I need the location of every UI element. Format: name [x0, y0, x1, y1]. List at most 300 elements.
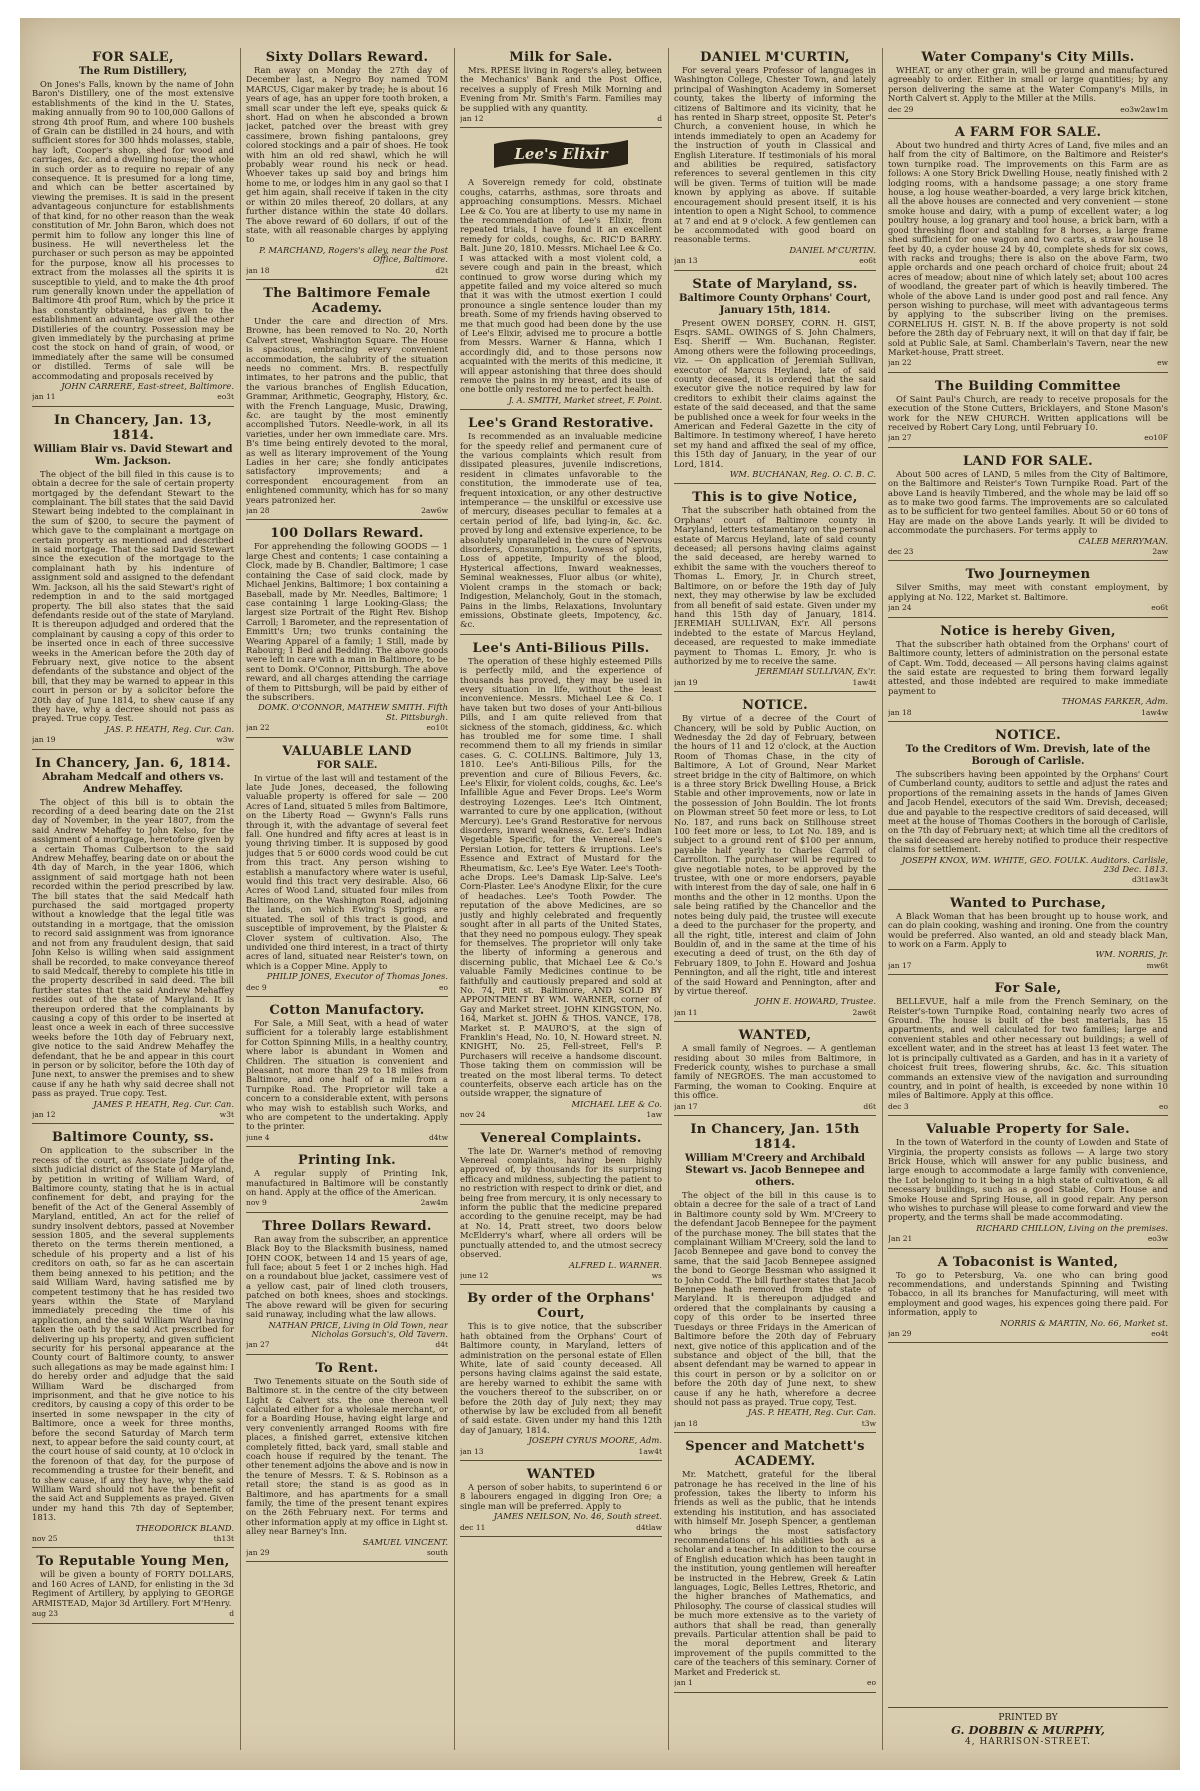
ad-date: dec 11: [460, 1522, 486, 1532]
ad-insertion-code: eo3t: [217, 392, 234, 402]
ad-dateline: [888, 358, 1168, 367]
ad-headline: The Baltimore Female Academy.: [263, 285, 431, 316]
advertisement: [888, 896, 1168, 975]
ad-date: jan 27: [888, 433, 912, 443]
ad-headline: In Chancery, Jan. 15th 1814.: [690, 1122, 860, 1152]
ad-date: june 12: [460, 1270, 489, 1280]
ad-signature: THOMAS FARKER, Adm.: [1061, 696, 1168, 707]
ad-date: jan 28: [246, 506, 270, 516]
ad-dateline: [460, 1271, 662, 1280]
ad-separator: [32, 749, 234, 750]
advertisement: [888, 728, 1168, 890]
ad-dateline: [674, 1102, 876, 1111]
ad-date: jan 22: [888, 358, 912, 368]
ad-date: Jan 21: [888, 1234, 913, 1244]
ad-separator: [246, 279, 448, 280]
ad-separator: [888, 560, 1168, 561]
column-1: [32, 48, 234, 1754]
ad-signature: WM. BUCHANAN, Reg. O. C. B. C.: [729, 469, 876, 480]
ad-headline: This is to give Notice,: [692, 490, 858, 506]
ad-headline: To Rent.: [315, 1360, 379, 1376]
ad-date: jan 22: [246, 723, 270, 733]
advertisement: [460, 1131, 662, 1286]
ad-body: About two hundred and thirty Acres of Land, five miles and an half from the city of Baltimore, on the Baltimore and Reister's town turnpike road. The improvements on this Farm are as follows: A one Story Brick Dwelling House, neatly finished with 2 lodging rooms, with a handsome passage; a one story frame house, a log house weather-boarded, a very large brick kitchen, all the above houses are connected and very convenient — stone smoke house and dairy, with a pump of excellent water; a log poultry house, a log granary and tool house, a brick barn, with a good threshing floor and stabling for 8 horses, a large frame shed sufficient for one wagon and two carts, a straw house 18 feet by 40, a cyder house 24 by 40, complete sheds for six cows, with racks and troughs; there is also on the above Farm, two apple orchards and one peach orchard of choice fruit; about 24 acres of meadow; about nine of which lately set; about 100 acres of woodland, the greater part of which is heavily timbered. The whole of the above Land is under good post and rail fence. Any person wishing to purchase, will meet with advantageous terms by applying to the subscriber living on the premises. CORNELIUS H. GIST. N. B. If the above property is not sold before the 28th day of February next, it will on that day if fair, be sold at Public Sale, at Saml. Chamberlain's Tavern, near the new Market-house, Pratt street.: [888, 140, 1168, 357]
ad-date: jan 12: [32, 1110, 56, 1119]
ad-body: Present OWEN DORSEY, CORN. H. GIST, Esqrs. SAML. OWINGS of S. John Chalmers, Esq. Sheriff — Wm. Buchanan, Register. Among others were the following proceedings, viz. — On application of Jeremiah Sullivan, executor of Marcus Heyland, late of said county deceased, it is ordered that the said executor give the notice required by law for creditors to exhibit their claims against the estate of the said deceased, and that the same be published once a week for four weeks in the American and Federal Gazette in the city of Baltimore. In testimony whereof, I have hereto set my hand and affixed the seal of my office, this 15th day of January, in the year of our Lord, 1814.: [674, 317, 876, 469]
ad-body: BELLEVUE, half a mile from the French Seminary, on the Reister's-town Turnpike Road, containing nearly two acres of Ground. The house is built of the best materials, has 15 appartments, and well calculated for two families; large and convenient stables and other necessary out buildings; a well of excellent water, and in the street has at least 13 feet water. The lot is principally cultivated as a Garden, and has in it a variety of choicest fruit trees, flowering shrubs, &c. &c. This situation commands an extensive view of the navigation and surrounding country, and in point of health, is exceeded by none within 10 miles of Baltimore. Apply at this office.: [888, 996, 1168, 1101]
ad-body: A person of sober habits, to superintend 6 or 8 labourers engaged in digging Iron Ore; a single man will be preferred. Apply to: [460, 1482, 662, 1511]
ad-signature: JAMES NEILSON, No. 46, South street.: [493, 1511, 662, 1522]
ad-dateline: [246, 1198, 448, 1207]
ad-date: jan 24: [888, 603, 912, 613]
ad-insertion-code: 2aw: [1152, 547, 1168, 557]
ad-dateline: [674, 1008, 876, 1017]
ad-separator: [674, 1021, 876, 1022]
ad-subheadline: William M'Creery and Archibald Stewart vs. Jacob Bennepee and others.: [684, 1153, 866, 1188]
ad-dateline: [460, 1447, 662, 1456]
ad-body: On Jones's Falls, known by the name of John Baron's Distillery, one of the most extensive establishments of the kind in the U. States, making annually from 90 to 100,000 Gallons of strong 4th proof Rum, and where 100 bushels of Grain can be distilled in 24 hours, and with sufficient stores for 300 hhds molasses, stable, hay loft, Cooper's shop, shed for wood and carriages, &c. and a dwelling house; the whole in such order as to require no repair of any consequence. It is presumed for a long time, and which can be better ascertained by viewing the premises. It is said in the present advantageous conjuncture for establishments of that kind, for no other reason than the weak constitution of Mr. John Baron, which does not permit him to follow any longer this line of business. He will nevertheless let the purchaser or such person as may be appointed for the purpose, know all his processes to extract from the molasses all the spirits it is susceptible to yield, and to make the 4th proof rum generally known under the appellation of Baltimore 4th proof Rum, which by the price it has constantly obtained, has given to the establishment an advantage over all the other Distilleries of the country. Possession may be given immediately by the purchasing at prime cost the stock on hand of grain, of wood, or immediately after the same will be consumed or distilled. Terms of sale will be accommodating and proposals received by: [32, 79, 234, 381]
ad-signature: JOSEPH KNOX, WM. WHITE, GEO. FOULK. Auditors. Carlisle, 23d Dec. 1813.: [901, 854, 1168, 874]
printer-name: G. DOBBIN & MURPHY,: [951, 1723, 1105, 1737]
ad-insertion-code: th13t: [213, 1534, 234, 1544]
advertisement: [460, 1467, 662, 1537]
ad-dateline: [246, 983, 448, 992]
ad-dateline: [674, 678, 876, 687]
advertisement: [888, 567, 1168, 617]
ad-headline: 100 Dollars Reward.: [270, 526, 424, 542]
ad-subheadline: Baltimore County Orphans' Court, January 15th, 1814.: [678, 292, 872, 316]
ad-headline: By order of the Orphans' Court,: [467, 1291, 655, 1322]
ad-date: jan 1: [674, 1678, 693, 1688]
advertisement: [674, 490, 876, 692]
ad-date: jan 19: [674, 677, 698, 687]
ad-body: The operation of these highly esteemed Pills is perfectly mild, and the experience of thousands has proved, they may be used in every situation in life, without the least inconvenience. Messrs. Michael Lee & Co. I have taken but two doses of your Anti-bilious Pills, and I am quite relieved from that sickness of the stomach, giddiness, &c. which has troubled me for some time. I shall recommend them to all my friends in similar cases. G. C. COLLINS. Baltimore, July 13, 1810. Lee's Anti-Bilious Pills, for the prevention and cure of Bilious Fevers, &c. Lee's Elixir, for violent colds, coughs, &c. Lee's Infallible Ague and Fever Drops. Lee's Worm destroying Lozenges. Lee's Itch Ointment, warranted to cure by one application, (without Mercury). Lee's Grand Restorative for nervous disorders, inward weakness, &c. Lee's Indian Vegetable Specific, for the Venereal. Lee's Persian Lotion, for tetters & irruptions. Lee's Essence and Extract of Mustard for the Rheumatism, &c. Lee's Eye Water. Lee's Tooth-ache Drops. Lee's Damask Lip-Salve. Lee's Corn-Plaster. Lee's Anodyne Elixir, for the cure of headaches. Lee's Tooth Powder. The reputation of the above Medicines, are so justly and highly celebrated and frequently sought after in all parts of the United States, that they need no pompous eulogy. They speak for themselves. The proprietor will only take the liberty of informing a generous and discerning public, that Michael Lee & Co.'s valuable Family Medicines continue to be faithfully and cautiously prepared and sold at No. 74, Pitt st. Baltimore, AND SOLD BY APPOINTMENT BY WM. WARNER, corner of Gay and Market street. JOHN KINGSTON, No. 164, Market st. JOHN & THOS. VANCE, 178, Market st. P. MAURO'S, at the sign of Franklin's Head, No. 10, N. Howard street. N. KNIGHT, No. 25, Fell-street, Fell's P. Purchasers will receive a handsome discount. Those taking them on commission will be treated on the most liberal terms. To detect counterfeits, observe each article has on the outside wrapper, the signature of: [460, 655, 662, 1099]
ad-signature: NATHAN PRICE, Living in Old Town, near Nicholas Gorsuch's, Old Tavern.: [268, 1319, 448, 1339]
ad-separator: [246, 996, 448, 997]
ad-signature: JAS. P. HEATH, Reg. Cur. Can.: [747, 1407, 876, 1418]
ad-signature: JAMES P. HEATH, Reg. Cur. Can.: [93, 1098, 234, 1109]
ad-body: By virtue of a decree of the Court of Chancery, will be sold by Public Auction, on Wednesday the 2d day of February, between the hours of 11 and 12 o'clock, at the Auction Room of Thomas Chase, in the city of Baltimore, A Lot of Ground, Near Market street bridge in the city of Baltimore, on which is a three story Brick Dwelling House, a Brick Stable and other improvements, now or late in the possession of John Bouldin. The lot fronts on Plowman street 50 feet more or less, to Lot No. 187, and runs back on Stillhouse street 100 feet more or less, to Lot No. 189, and is subject to a ground rent of $100 per annum, payable half yearly to Charles Carroll of Carrollton. The purchaser will be required to give negotiable notes, to be approved by the trustee, with one or more endorsers, payable with interest from the day of sale, one half in 6 months and the other in 12 months. Upon the sale being ratified by the Chancellor and the notes being duly paid, the trustee will execute a deed to the purchaser for the property, and all the right, title, interest and claim of John Bouldin of, and in the same at the time of his executing a deed of trust, on the 6th day of February 1809, to John E. Howard and Joshua Pennington, and all the right, title and interest of the said Howard and Pennington, after and by virtue thereof.: [674, 713, 876, 996]
ad-body: That the subscriber hath obtained from the Orphans' court of Baltimore county in Maryland, letters testamentary on the personal estate of Marcus Heyland, late of said county deceased; all persons having claims against the said deceased, are hereby warned to exhibit the same with the vouchers thereof to Thomas L. Emory, Jr. in Church street, Baltimore, on or before the 19th day of July next, they may otherwise by law be excluded from all benefit of said estate. Given under my hand this 15th day of January, 1814. JEREMIAH SULLIVAN, Ex'r. All persons indebted to the estate of Marcus Heyland, deceased, are requested to make immediate payment to Thomas L. Emory, Jr. who is authorized by me to receive the same.: [674, 505, 876, 666]
ad-dateline: [32, 1110, 234, 1119]
ad-dateline: [888, 875, 1168, 884]
ad-dateline: [32, 392, 234, 401]
advertisement: [888, 1255, 1168, 1344]
ad-dateline: [674, 1419, 876, 1428]
ad-dateline: [888, 105, 1168, 114]
ad-dateline: [888, 1234, 1168, 1243]
ad-date: jan 11: [32, 392, 56, 402]
advertisement: [460, 134, 662, 410]
ad-body: Mr. Matchett, grateful for the liberal patronage he has received in the line of his profession, takes the liberty to inform his friends as well as the public, that he intends extending his institution, and has associated with himself Mr. Joseph Spencer, a gentleman who brings the most satisfactory recommendations of his abilities both as a scholar and a teacher. In addition to the course of English education which has been taught in the institution, young gentlemen will hereafter be instructed in the Hebrew, Greek & Latin languages, Logic, Belles Lettres, Rhetoric, and the higher branches of Mathematics, and Philosophy. The course of classical studies will be much more extensive as to the variety of authors that shall be read, than generally prevails. Particular attention shall be paid to the moral deportment and literary improvement of the pupils committed to the care of the teachers of this seminary. Corner of Market and Frederick st.: [674, 1469, 876, 1677]
ad-dateline: [888, 961, 1168, 970]
ad-headline: DANIEL M'CURTIN,: [700, 50, 850, 65]
ad-separator: [888, 1342, 1168, 1343]
ad-insertion-code: eo: [1159, 1101, 1168, 1111]
printer-address: 4, HARRISON-STREET.: [965, 1737, 1091, 1747]
ad-dateline: [246, 1340, 448, 1349]
advertisement: [246, 1361, 448, 1563]
advertisement: [246, 744, 448, 997]
ad-headline: Notice is hereby Given,: [940, 623, 1116, 639]
ad-headline: The Building Committee: [935, 378, 1121, 394]
ad-insertion-code: w3t: [219, 1110, 234, 1119]
ad-dateline: [32, 1609, 234, 1618]
advertisement: [888, 379, 1168, 448]
ad-separator: [246, 737, 448, 738]
ad-signature: ALFRED L. WARNER.: [568, 1259, 662, 1270]
ad-insertion-code: eo3w: [1147, 1234, 1168, 1244]
ad-separator: [246, 519, 448, 520]
ad-body: The subscribers having been appointed by the Orphans' Court of Cumberland county, auditors to settle and adjust the rates and proportions of the remaining assets in the hands of James Given and Jacob Hendel, executors of the said Wm. Drevish, deceased; due and payable to the respective creditors of said deceased, will meet at the house of Thomas Coothers in the borough of Carlisle, on the 7th day of February next; at which time all the creditors of the said deceased are hereby notified to produce their respective claims for settlement.: [888, 768, 1168, 855]
ad-headline: Sixty Dollars Reward.: [265, 50, 429, 65]
ad-subheadline: William Blair vs. David Stewart and Wm. Jackson.: [33, 443, 233, 467]
ad-separator: [674, 483, 876, 484]
ad-dateline: [460, 1110, 662, 1119]
ad-body: Ran away on Monday the 27th day of December last, a Negro Boy named TOM MARCUS, Cigar maker by trade; he is about 16 years of age, has an upper fore tooth broken, a small scar under the left eye, speaks quick & short. Had on when he absconded a brown jacket, patched over the breast with grey cassimere, brown fishing pantaloons, grey colored stockings and a pair of shoes. He took with him an old red shawl, which he will probably wear round his neck or head. Whoever takes up said boy and brings him home to me, or lodges him in any gaol so that I get him again, shall receive if taken in the city or within 20 miles thereof, 20 dollars, at any further distance within the state 40 dollars. The above reward of 60 dollars, if out of the state, with all reasonable charges by applying to: [246, 65, 448, 245]
advertisement: [674, 1028, 876, 1116]
ad-date: june 4: [246, 1132, 270, 1142]
ad-signature: J. A. SMITH, Market street, F. Point.: [508, 394, 662, 405]
ad-separator: [460, 1536, 662, 1537]
ad-separator: [32, 406, 234, 407]
ad-date: jan 17: [674, 1101, 698, 1111]
printer-imprint: [888, 1707, 1168, 1748]
ad-insertion-code: eo10t: [426, 723, 448, 733]
ad-insertion-code: eo6t: [1151, 603, 1168, 613]
ad-separator: [32, 1547, 234, 1548]
ad-headline: Venereal Complaints.: [480, 1130, 642, 1146]
ad-date: jan 17: [888, 960, 912, 970]
ad-body: Is recommended as an invaluable medicine for the speedy relief and permanent cure of the various complaints which result from dissipated pleasures, juvenile indiscretions, resident in climates unfavorable to the constitution, the immoderate use of tea, frequent intoxication, or any other destructive intemperance — the unskilful or excessive use of mercury, diseases peculiar to females at a certain period of life, bad lying-in, &c. &c. proved by long and extensive experience, to be absolutely unparalleled in the cure of Nervous disorders, Consumptions, Lowness of spirits, Loss of appetite, Impurity of the blood, Hysterical affections, Inward weaknesses, Seminal weaknesses, Fluor albus (or white), Violent cramps in the stomach or back; Indigestion, Melancholy, Gout in the stomach, Pains in the limbs, Relaxations, Involuntary emissions, Obstinate gleets, Impotency, &c. &c.: [460, 431, 662, 630]
column-4: [674, 48, 876, 1754]
ad-separator: [888, 447, 1168, 448]
ad-date: jan 13: [460, 1446, 484, 1456]
lees-elixir-banner: [486, 134, 636, 174]
ad-separator: [246, 1354, 448, 1355]
ad-dateline: [32, 735, 234, 744]
ad-separator: [674, 1692, 876, 1693]
advertisement: [32, 756, 234, 1125]
ad-insertion-code: 2aw6w: [421, 506, 448, 516]
ad-signature: JEREMIAH SULLIVAN, Ex'r.: [756, 666, 876, 677]
ad-date: jan 13: [674, 256, 698, 266]
ad-insertion-code: d: [229, 1609, 234, 1619]
ad-signature: RICHARD CHILLON, Living on the premises.: [976, 1222, 1168, 1233]
ad-signature: JOHN E. HOWARD, Trustee.: [755, 996, 876, 1007]
ad-separator: [674, 1432, 876, 1433]
ad-dateline: [888, 603, 1168, 612]
ad-insertion-code: 1aw4w: [1141, 707, 1168, 717]
advertisement: [888, 50, 1168, 119]
ad-body: In the town of Waterford in the county of Lowden and State of Virginia, the property consists as follows — A large two story Brick House, which will answer for any public business, and large enough to accommodate a large family with convenience, the Lot belonging to it being in a high state of cultivation, & all necessary buildings, such as a good Stable, Corn House and Smoke House and Spring House, all in good repair. Any person who wishes to purchase will please to come forward and view the property, and the terms shall be made accommodating.: [888, 1137, 1168, 1223]
ad-headline: Printing Ink.: [298, 1153, 396, 1169]
ad-insertion-code: w3w: [216, 735, 234, 745]
ad-signature: WM. NORRIS, Jr.: [1095, 949, 1168, 960]
ad-headline: WANTED: [526, 1467, 596, 1482]
ad-separator: [246, 1146, 448, 1147]
ad-insertion-code: eo4t: [1151, 1329, 1168, 1339]
ad-headline: NOTICE.: [995, 727, 1061, 743]
ad-body: On application to the subscriber in the recess of the court, as Associate Judge of the sixth judicial district of the State of Maryland, by petition in writing of William Ward, of Baltimore county, stating that he is in actual confinement for debt, and praying for the benefit of the Act of the General Assembly of Maryland, entitled, An act for the relief of sundry insolvent debtors, passed at November session 1805, and the several supplements thereto on the terms therein mentioned, a schedule of his property and a list of his creditors on oath, so far as he can ascertain them being annexed to his petition; and the said William Ward, having satisfied me by competent testimony that he has resided two years within the State of Maryland immediately preceding the time of his application, and the said William Ward having taken the oath by the said Act prescribed for delivering up his property, and given sufficient security for his personal appearance at the County court of Baltimore county, to answer such allegations as may be made against him: I do hereby order and adjudge that the said William Ward be discharged from imprisonment, and that he give notice to his creditors, by causing a copy of this order to be inserted in some newspaper in the city of Baltimore, once a week for three months, before the second Saturday of March term next, to appear before the said county court, at the court house of said county, at 10 o'clock in the forenoon of that day, for the purpose of recommending a trustee for their benefit, and to shew cause, if any they have, why the said William Ward should not have the benefit of the said Act and Supplements as prayed. Given under my hand this 7th day of September, 1813.: [32, 1145, 234, 1523]
ad-headline: LAND FOR SALE.: [962, 453, 1094, 469]
ad-date: jan 29: [246, 1548, 270, 1558]
ad-headline: Spencer and Matchett's ACADEMY.: [685, 1439, 865, 1470]
ad-dateline: [246, 1133, 448, 1142]
ad-signature: NORRIS & MARTIN, No. 66, Market st.: [1000, 1317, 1168, 1328]
ad-date: dec 9: [246, 982, 267, 992]
ad-separator: [460, 1124, 662, 1125]
ad-body: Under the care and direction of Mrs. Browne, has been removed to No. 20, North Calvert street, Washington Square. The House is spacious, embracing every convenient accommodation, the salubrity of the situation needs no comment. Mrs. B. respectfully intimates, to her patrons and the public, that the various branches of English Education, Grammar, Arithmetic, Geography, History, &c. with the French Language, Music, Drawing, &c. are taught by the most eminently accomplished Tutors. Needle-work, in all its varieties, under her own immediate care. Mrs. B's time being entirely devoted to the moral, as well as literary improvement of the Young Ladies in her care; she fondly anticipates satisfactory improvements; and a correspondent encouragement from an enlightened community, which has for so many years patronized her.: [246, 315, 448, 505]
ad-body: The object of the bill in this cause is to obtain a decree for the sale of a tract of Land in Baltimore county sold by Wm. M'Creery to the defendant Jacob Bennepee for the payment of the purchase money. The bill states that the complainant William M'Creery, sold the land to Jacob Bennepee and gave bond to convey the same, that the said Jacob Bennepee assigned the bond to George Bessman who assigned it to John Codd. The bill further states that Jacob Bennepee hath removed from the state of Maryland. It is thereupon adjudged and ordered that the complainants by causing a copy of this order to be inserted three Tuesdays or three Fridays in the American of Baltimore before the 20th day of February next, give notice of this application and of the substance and object of the bill, that the absent defendant may be warned to appear in this court in person or by a solicitor on or before the 20th day of June next, to shew cause if any he hath, wherefore a decree should not pass as prayed. True copy, Test.: [674, 1190, 876, 1407]
advertisement: [460, 641, 662, 1125]
ad-date: jan 29: [888, 1329, 912, 1339]
ad-insertion-code: d4tlaw: [636, 1522, 662, 1532]
ad-signature: JOSEPH CYRUS MOORE, Adm.: [528, 1435, 662, 1446]
ad-insertion-code: d: [657, 114, 662, 124]
ad-separator: [674, 1115, 876, 1116]
ad-body: will be given a bounty of FORTY DOLLARS, and 160 Acres of LAND, for enlisting in the 3d Regiment of Artillery, by applying to GEORGE ARMISTEAD, Major 3d Artillery. Fort M'Henry.: [32, 1569, 234, 1608]
ad-separator: [460, 634, 662, 635]
column-rule: [882, 48, 883, 1750]
ad-body: Ran away from the subscriber, an apprentice Black Boy to the Blacksmith business, named JOHN COOK, between 14 and 15 years of age, full face; about 5 feet 1 or 2 inches high. Had on a roundabout blue jacket, cassimere vest of a yellow cast, pair of lined cloth trousers, patched on both knees, shoes and stockings. The above reward will be given for securing said runaway, including what the law allows.: [246, 1233, 448, 1320]
ad-headline: WANTED,: [738, 1028, 812, 1044]
ad-body: Mrs. RPESE living in Rogers's alley, between the Mechanics' Bank and the Post Office, receives a supply of Fresh Milk Morning and Evening from Mr. Smith's Farm. Families may be supplied with any quantity.: [460, 65, 662, 113]
advertisement: [246, 50, 448, 280]
ad-insertion-code: eo6t: [859, 256, 876, 266]
ad-headline: Lee's Anti-Bilious Pills.: [472, 640, 650, 656]
ad-body: About 500 acres of LAND, 5 miles from the City of Baltimore, on the Baltimore and Reister's Town Turnpike Road. Part of the above Land is heavily Timbered, and the whole may be laid off so as to make two good farms. The improvements are so calculated as to be sufficient for two genteel families. About 50 or 60 tons of Hay are made on the above Lands yearly. It will be divided to accommodate the purchasers. For terms apply to: [888, 468, 1168, 536]
ad-insertion-code: d3t1aw3t: [1131, 875, 1168, 885]
ad-dateline: [888, 547, 1168, 556]
advertisement: [246, 1153, 448, 1213]
ad-date: jan 18: [674, 1418, 698, 1428]
ad-body: In virtue of the last will and testament of the late Jude Jones, deceased, the following valuable property is offered for sale — 200 Acres of Land, situated 5 miles from Baltimore, on the Liberty Road — Gwynn's Falls runs through it, with the advantage of several feet fall. One hundred and fifty acres at least is in young thriving timber. It is supposed by good judges that 5 or 6000 cords wood could be cut from this tract. Any person wishing to establish a manufactory where water is useful, would find this tract very desirable. Also, 66 Acres of Wood Land, situated four miles from Baltimore, on the Washington Road, adjoining the lands, on which Ewing's Springs are situated. The soil of this tract is good, and susceptible of improvement, by the Plaister & Clover system of cultivation. Also, The undivided one third interest, in a tract of thirty acres of land, situated near Reister's town, on which is a Copper Mine. Apply to: [246, 772, 448, 971]
ad-separator: [888, 372, 1168, 373]
ad-date: jan 11: [674, 1007, 698, 1017]
column-rule: [668, 48, 669, 1750]
advertisement: [32, 1554, 234, 1623]
ad-body: The object of the bill filed in this cause is to obtain a decree for the sale of certain property mortgaged by the defendant Stewart to the complainant. The bill states that the said David Stewart being indebted to the complainant in the sum of $200, to secure the payment of which gave to the complainant a mortgage on certain property as mentioned and described in said mortgage. That the said David Stewart since the execution of the mortgage to the complainant hath by his indenture of assignment sold and assigned to the defendant Wm. Jackson, all his the said Stewart's right of redemption in and to the said mortgaged property. The bill also states that the said defendants reside out of the state of Maryland. It is thereupon adjudged and ordered that the complainant by causing a copy of this order to be inserted once in each of three successive weeks in the American before the 20th day of February next, give notice to the absent defendants of the substance and object of the bill, that they may be warned to appear in this court in person or by a solicitor before the 20th day of June 1814, to shew cause if any they have, why a decree should not pass as prayed. True copy. Test.: [32, 468, 234, 724]
ad-separator: [888, 1248, 1168, 1249]
ad-headline: A FARM FOR SALE.: [954, 125, 1102, 141]
ad-date: jan 18: [246, 265, 270, 275]
ad-dateline: [888, 708, 1168, 717]
ad-insertion-code: d4t: [435, 1340, 448, 1350]
ad-dateline: [460, 114, 662, 123]
ad-date: nov 25: [32, 1534, 58, 1544]
ad-insertion-code: eo3w2aw1m: [1120, 104, 1168, 114]
ad-dateline: [674, 256, 876, 265]
ad-headline: Two Journeymen: [965, 567, 1091, 583]
ad-insertion-code: eo: [867, 1678, 876, 1688]
advertisement: [246, 1219, 448, 1355]
ad-body: Silver Smiths, may meet with constant employment, by applying at No. 122, Market st. Baltimore.: [888, 582, 1168, 602]
advertisement: [32, 50, 234, 407]
advertisement: [674, 698, 876, 1022]
ad-body: That the subscriber hath obtained from the Orphans' court of Baltimore county, letters of administration on the personal estate of Capt. Wm. Todd, deceased — All persons having claims against the said estate are requested to bring them forward legally attested, and those indebted are required to make immediate payment to: [888, 638, 1168, 696]
ad-headline: Water Company's City Mills.: [921, 50, 1135, 65]
ad-headline: Wanted to Purchase,: [949, 895, 1107, 911]
ad-separator: [888, 721, 1168, 722]
ad-headline: FOR SALE,: [92, 50, 174, 65]
ad-dateline: [246, 723, 448, 732]
advertisement: [888, 624, 1168, 722]
advertisement: [674, 50, 876, 271]
ad-insertion-code: 2aw6t: [852, 1007, 876, 1017]
ad-insertion-code: t3w: [861, 1418, 876, 1428]
ad-separator: [460, 409, 662, 410]
ad-headline: Milk for Sale.: [509, 50, 613, 65]
ad-signature: DOMK. O'CONNOR, MATHEW SMITH. Fifth St. Pittsburgh.: [258, 702, 448, 722]
advertisement: [460, 416, 662, 635]
ad-body: The object of this bill is to obtain the recording of a deed bearing date on the 21st day of November, in the year 1807, from the said Andrew Mehaffey to John Kelso, for the assignment of a mortgage, heretofore given by a certain Thomas Culbertson to the said Andrew Mehaffey, bearing date on or about the 4th day of March, in the year 1806, which assignment of said mortgage hath not been recorded within the period prescribed by law. The bill states that the said Medcalf hath purchased the said mortgaged property without a knowledge that the legal title was outstanding in a mortgage, that the omission to record said assignment was from ignorance and not from any fraudulent design, that said John Kelso is willing when said assignment shall be recorded, to make conveyance thereof to said Medcalf, thereby to complete his title in the property described in said deed. The bill further states that the said Andrew Mehaffey resides out of the state of Maryland. It is thereupon ordered that the complainants by causing a copy of this order to be inserted at least once a week in each of three successive weeks before the 10th day of February next, give notice to the said Andrew Mehaffey the defendant, that he be and appear in this court in person or by solicitor, before the 10th day of June next, to answer the premises and to shew cause if any he hath why said decree shall not pass as prayed. True copy. Test.: [32, 796, 234, 1099]
ad-insertion-code: d4tw: [428, 1132, 448, 1142]
ad-body: This is to give notice, that the subscriber hath obtained from the Orphans' Court of Baltimore county, in Maryland, letters of administration on the personal estate of Ellen White, late of said county deceased. All persons having claims against the said estate, are hereby warned to exhibit the same with the vouchers thereof to the subscriber, on or before the 20th day of July next; they may otherwise by law be excluded from all benefit of said estate. Given under my hand this 12th day of January, 1814.: [460, 1321, 662, 1435]
ad-separator: [32, 1623, 234, 1624]
advertisement: [888, 125, 1168, 373]
ad-body: To go to Petersburg, Va. one who can bring good recommendations, and understands Spinning and Twisting Tobacco, in all its branches for Manufacturing, will meet with employment and good wages, his expences going there paid. For information, apply to: [888, 1269, 1168, 1318]
ad-headline: In Chancery, Jan. 6, 1814.: [35, 755, 231, 771]
column-2: [246, 48, 448, 1754]
ad-signature: JAS. P. HEATH, Reg. Cur. Can.: [105, 723, 234, 734]
advertisement: [674, 1122, 876, 1433]
advertisement: [674, 277, 876, 485]
ad-date: jan 18: [888, 707, 912, 717]
ad-insertion-code: eo: [439, 982, 448, 992]
ad-headline: State of Maryland, ss.: [692, 276, 858, 292]
ad-separator: [674, 691, 876, 692]
column-5: [888, 48, 1168, 1650]
column-rule: [454, 48, 455, 1750]
ad-dateline: [32, 1534, 234, 1543]
ad-body: For several years Professor of languages in Washington College, Chester Town, and lately principal of Washington Academy in Somerset county, takes the liberty of informing the citizens of Baltimore and its vicinity, that he has rented in Sharp street, opposite St. Peter's Church, a convenient house, in which he intends immediately to open an Academy for the instruction of youth in Classical and English Literature. If testimonials of his moral and abilities be required, satisfactory references to several gentlemen in this city will be given. Terms of tuition will be made known by applying as above. If suitable encouragement should present itself, it is his intention to open a Night School, to commence at 7 and end at 9 o'clock. A few gentlemen can be accommodated with good board on reasonable terms.: [674, 65, 876, 245]
ad-headline: Valuable Property for Sale.: [926, 1122, 1130, 1138]
ad-subheadline: Abraham Medcalf and others vs. Andrew Mehaffey.: [42, 771, 224, 795]
advertisement: [32, 413, 234, 750]
ad-insertion-code: south: [426, 1548, 448, 1558]
ad-separator: [888, 889, 1168, 890]
ad-dateline: [246, 506, 448, 515]
ad-separator: [674, 270, 876, 271]
ad-headline: For Sale,: [994, 981, 1062, 997]
ad-headline: Cotton Manufactory.: [269, 1002, 425, 1018]
ad-insertion-code: 2aw4m: [420, 1198, 448, 1208]
ad-insertion-code: eo10F: [1144, 433, 1168, 443]
ad-headline: Three Dollars Reward.: [262, 1218, 432, 1234]
ad-dateline: [888, 1329, 1168, 1338]
ad-signature: DANIEL M'CURTIN.: [789, 244, 876, 255]
ad-signature: JOHN CARRERE, East-street, Baltimore.: [61, 381, 234, 391]
newspaper-page: [20, 18, 1180, 1770]
column-3: [460, 48, 662, 1754]
ad-body: WHEAT, or any other grain, will be ground and manufactured agreeably to order. Either in small or large quantities; by any person delivering the same at the Water Company's Mills, in North Calvert st. Apply to the Miller at the Mills.: [888, 65, 1168, 104]
advertisement: [460, 50, 662, 128]
ad-separator: [888, 1115, 1168, 1116]
ad-subheadline: FOR SALE.: [316, 759, 378, 771]
advertisement: [246, 526, 448, 737]
ad-dateline: [888, 1102, 1168, 1111]
advertisement: [246, 1003, 448, 1147]
ad-date: dec 3: [888, 1101, 909, 1111]
advertisement: [460, 1291, 662, 1461]
advertisement: [888, 981, 1168, 1116]
ad-dateline: [460, 1523, 662, 1532]
ad-separator: [460, 1460, 662, 1461]
advertisement: [888, 1122, 1168, 1248]
ad-insertion-code: mw6t: [1146, 960, 1168, 970]
ad-date: jan 27: [246, 1340, 270, 1350]
ad-headline: Lee's Grand Restorative.: [468, 416, 654, 432]
ad-dateline: [246, 266, 448, 275]
ad-separator: [888, 118, 1168, 119]
ad-body: A regular supply of Printing Ink, manufactured in Baltimore will be constantly on hand. Apply at the office of the American.: [246, 1168, 448, 1198]
advertisement: [32, 1130, 234, 1548]
ad-separator: [246, 1561, 448, 1562]
ad-date: nov 24: [460, 1110, 486, 1120]
ad-separator: [460, 1284, 662, 1285]
ad-body: A small family of Negroes. — A gentleman residing about 30 miles from Baltimore, in Frederick county, wishes to purchase a small family of NEGROES. The man accustomed to Farming, the woman to Cooking. Enquire at this office.: [674, 1043, 876, 1101]
ad-subheadline: The Rum Distillery,: [78, 66, 188, 77]
column-rule: [240, 48, 241, 1750]
ad-headline: To Reputable Young Men,: [36, 1554, 230, 1570]
advertisement: [888, 454, 1168, 562]
ad-body: A Sovereign remedy for cold, obstinate coughs, catarrhs, asthmas, sore throats and approaching consumptions. Messrs. Michael Lee & Co. You are at liberty to use my name in the recommendation of Lee's Elixir, from repeated trials, I have found it an excellent remedy for colds, coughs, &c. RIC'D BARRY. Balt. June 20, 1810. Messrs. Michael Lee & Co. I was attacked with a most violent cold, a severe cough and pain in the breast, which continued to grow worse during which my appetite failed and my voice altered so much that it was with the utmost exertion I could pronounce a single sentence louder than my breath. Some of my friends having observed to me that much good had been done by the use of Lee's Elixir, advised me to procure a bottle from Messrs. Warner & Hanna, which I accordingly did, and to those persons now acquainted with the merits of this medicine, it will appear astonishing that three does should remove the pains in my breast, and its use of one bottle only restored me to perfect health.: [460, 177, 662, 395]
ad-subheadline: To the Creditors of Wm. Drevish, late of the Borough of Carlisle.: [905, 743, 1151, 767]
ad-separator: [32, 1123, 234, 1124]
ad-date: aug 23: [32, 1609, 59, 1619]
ad-dateline: [674, 1678, 876, 1687]
ad-headline: VALUABLE LAND: [282, 743, 412, 759]
ad-insertion-code: ew: [1157, 358, 1168, 368]
advertisement: [246, 286, 448, 521]
ad-date: jan 19: [32, 735, 56, 745]
ad-headline: Baltimore County, ss.: [51, 1130, 215, 1146]
ad-insertion-code: 1aw4t: [852, 677, 876, 687]
ad-body: Of Saint Paul's Church, are ready to receive proposals for the execution of the Stone Cutters, Bricklayers, and Stone Mason's work for the NEW CHURCH. Written applications will be received by Robert Cary Long, until February 10.: [888, 393, 1168, 432]
ad-signature: THEODORICK BLAND.: [135, 1522, 234, 1533]
ad-body: Two Tenements situate on the South side of Baltimore st. in the centre of the city between Light & Calvert sts. the one thereon well calculated either for a wholesale merchant, or for a Boarding House, having eight large and very conveniently arranged Rooms with fire places, a finished garret, extensive kitchen completely fitted, back yard, small stable and coach house if required by the tenant. The other tenement adjoins the above and is now in the tenure of Messrs. T. & S. Robinson as a retail store; the stand is as good as in Baltimore, and has apartments for a small family, the time of the present tenant expires on the 26th February next. For terms and other information apply at my office in Light st. alley near Barney's Inn.: [246, 1375, 448, 1537]
ad-date: nov 9: [246, 1198, 267, 1208]
ad-signature: PHILIP JONES, Executor of Thomas Jones.: [266, 971, 448, 982]
elixir-label: Lee's Elixir: [514, 145, 608, 164]
ad-dateline: [246, 1548, 448, 1557]
printer-line1: PRINTED BY: [998, 1713, 1058, 1723]
ad-signature: MICHAEL LEE & Co.: [571, 1098, 662, 1109]
ad-body: For Sale, a Mill Seat, with a head of water sufficient for a tolerably large establishment for Cotton Spinning Mills, in a healthy country, where labor is abundant in Women and Children. The situation is convenient and pleasant, not more than 29 to 18 miles from Baltimore, and one half of a mile from a Turnpike Road. The Proprietor will take a concern to a considerable extent, with persons who may wish to establish such Works, and who are competent to the undertaking. Apply to the printer.: [246, 1017, 448, 1132]
ad-separator: [888, 617, 1168, 618]
ad-signature: SAMUEL VINCENT.: [362, 1536, 448, 1547]
ad-separator: [460, 127, 662, 128]
ad-dateline: [888, 433, 1168, 442]
ad-signature: CALEB MERRYMAN.: [1078, 535, 1168, 546]
ad-headline: In Chancery, Jan. 13, 1814.: [53, 412, 213, 443]
ad-headline: NOTICE.: [742, 698, 808, 714]
ad-body: The late Dr. Warner's method of removing Venereal complaints, having been highly approved of, by thousands for its surprising efficacy and mildness, subjecting the patient to no restriction with respect to drink or diet, and being free from mercury, it is only necessary to inform the public that the medicine prepared according to the genuine receipt, may be had at No. 14, Pratt street, two doors below McElderry's wharf, where all orders will be punctually attended to, and the utmost secrecy observed.: [460, 1145, 662, 1260]
ad-insertion-code: d6t: [863, 1101, 876, 1111]
ad-insertion-code: 1aw: [646, 1110, 662, 1120]
ad-body: A Black Woman that has been brought up to house work, and can do plain cooking, washing and ironing. One from the country would be preferred. Also wanted, an old and steady black Man, to work on a Farm. Apply to: [888, 910, 1168, 950]
ad-separator: [888, 974, 1168, 975]
advertisement: [674, 1439, 876, 1692]
ad-signature: P. MARCHAND, Rogers's alley, near the Post Office, Baltimore.: [259, 244, 448, 265]
ad-separator: [246, 1212, 448, 1213]
ad-headline: A Tobaconist is Wanted,: [937, 1254, 1119, 1270]
ad-insertion-code: 1aw4t: [638, 1446, 662, 1456]
ad-body: For apprehending the following GOODS — 1 large Chest and contents; 1 case containing a Clock, made by B. Chandler, Baltimore; 1 case containing the Case of said clock, made by Michael Jenkins, Baltimore; 1 box containing a Baseball, made by Mr. Needles, Baltimore; 1 case containing 1 large Looking-Glass; the largest size Portrait of the Right Rev. Bishop Carroll; 1 Barometer, and the representation of Emmitt's Urn; two trunks containing the Wearing Apparel of a family; 1 Still, made by Rabourg; 1 Bed and Bedding. The above goods were left in care with a man in Baltimore, to be sent to Domk. O'Connor, Pittsburgh. The above reward, and all charges attending the carriage of them to Pittsburgh, will be paid by either of the subscribers.: [246, 541, 448, 702]
ad-date: jan 12: [460, 114, 484, 124]
ad-insertion-code: ws: [651, 1270, 662, 1280]
